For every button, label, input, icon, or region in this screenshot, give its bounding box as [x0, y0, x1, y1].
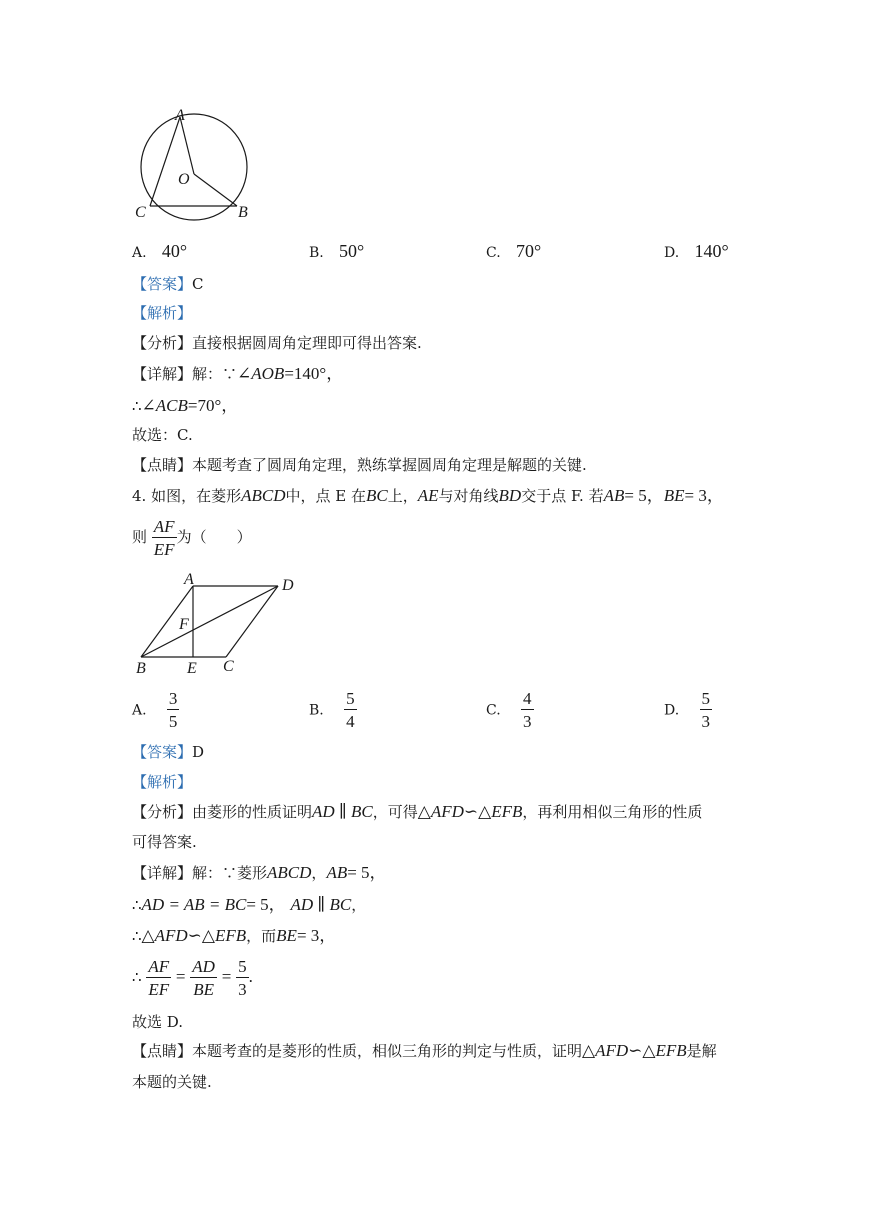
math: ∠AOB	[237, 364, 285, 383]
q3-answer	[132, 273, 204, 295]
q4-choose	[132, 1011, 183, 1033]
text: ，	[351, 896, 367, 914]
q4-xiangjie	[132, 862, 387, 884]
xiangjie-tag: 【详解】	[132, 864, 193, 882]
q4-fenxi	[132, 801, 702, 823]
text: 则	[132, 528, 148, 546]
q3-step2	[132, 395, 238, 417]
math: AD = AB = BC	[141, 895, 247, 914]
math: BC	[365, 486, 388, 505]
q3-fenxi	[132, 332, 422, 354]
q4-stem	[132, 485, 724, 507]
denominator: EF	[148, 980, 170, 999]
math: AD ∥ BC	[312, 802, 373, 821]
q3-option-b	[309, 241, 364, 262]
option-letter: A.	[132, 245, 147, 261]
choose-text: 故选 D.	[132, 1013, 184, 1031]
text: ，可得	[372, 803, 418, 821]
numerator: 5	[346, 689, 355, 708]
math: △AFD∽△EFB	[582, 1041, 687, 1060]
answer-tag: 【答案】	[132, 743, 193, 761]
option-letter: B.	[309, 245, 324, 261]
fraction	[152, 518, 177, 558]
fraction	[190, 958, 217, 998]
q4-option-c	[486, 690, 534, 730]
fraction	[146, 958, 171, 998]
math: ∠ACB	[141, 396, 188, 415]
therefore: ∴	[132, 968, 142, 986]
math: AD ∥ BC	[290, 895, 352, 914]
option-value: 40°	[161, 241, 188, 261]
option-letter: C.	[486, 245, 501, 261]
equals: =	[221, 967, 232, 986]
q3-option-a	[132, 241, 187, 262]
text: 由菱形的性质证明	[192, 803, 313, 821]
option-letter: B.	[309, 702, 324, 719]
q3-choose	[132, 424, 193, 446]
option-letter: D.	[664, 245, 680, 261]
option-letter: D.	[664, 702, 680, 719]
period: .	[248, 967, 253, 986]
math: AE	[417, 486, 439, 505]
circle-figure	[128, 104, 263, 224]
math: BD	[498, 486, 522, 505]
math: = 3，	[296, 926, 337, 945]
therefore: ∴	[132, 397, 142, 415]
label-O: O	[178, 171, 190, 188]
answer-value: C	[192, 275, 204, 293]
q3-xiangjie	[132, 363, 343, 385]
option-fraction	[167, 690, 180, 730]
text: ，而	[246, 927, 277, 945]
q3-dianjing	[132, 454, 587, 476]
option-letter: C.	[486, 702, 501, 719]
text: 为（ ）	[176, 528, 252, 546]
q4-option-b	[309, 690, 357, 730]
option-value: 140°	[694, 241, 729, 261]
denominator: 4	[346, 712, 355, 731]
label-A: A	[184, 571, 194, 588]
numerator: 5	[701, 689, 711, 708]
fenxi-text: 直接根据圆周角定理即可得出答案.	[192, 334, 422, 352]
q4-step4	[132, 958, 253, 998]
denominator: BE	[193, 980, 214, 999]
text: 本题的关键.	[132, 1073, 212, 1091]
q3-analysis-heading	[132, 302, 192, 324]
q4-dianjing	[132, 1040, 717, 1062]
xiangjie-tag: 【详解】	[132, 365, 193, 383]
denominator: 3	[238, 980, 247, 999]
equals: =	[175, 967, 186, 986]
label-B: B	[238, 204, 248, 221]
option-value: 70°	[515, 241, 542, 261]
numerator: AF	[148, 957, 170, 976]
text: 中，点 E 在	[285, 487, 366, 505]
label-E: E	[187, 660, 197, 677]
rhombus-figure	[130, 570, 310, 680]
text: 上，	[387, 487, 418, 505]
option-letter: A.	[132, 702, 147, 719]
label-C: C	[135, 204, 146, 221]
math: ABCD	[267, 863, 312, 882]
label-A: A	[175, 107, 185, 124]
text: 解：∵菱形	[192, 864, 268, 882]
text: 4. 如图，在菱形	[132, 487, 242, 505]
math: BE	[663, 486, 685, 505]
fenxi-tag: 【分析】	[132, 803, 193, 821]
dianjing-tag: 【点睛】	[132, 456, 193, 474]
therefore: ∴	[132, 927, 142, 945]
option-fraction	[521, 690, 534, 730]
q4-option-a	[132, 690, 179, 730]
dianjing-tag: 【点睛】	[132, 1042, 193, 1060]
denominator: 5	[168, 712, 178, 731]
q4-answer	[132, 741, 204, 763]
q4-step3	[132, 925, 336, 947]
q4-option-d	[664, 690, 712, 730]
math: △AFD∽△EFB	[417, 802, 523, 821]
text: 可得答案.	[132, 833, 197, 851]
q4-fenxi-2	[132, 831, 197, 853]
math: △AFD∽△EFB	[141, 926, 247, 945]
label-B: B	[136, 660, 146, 677]
analysis-tag: 【解析】	[132, 773, 193, 791]
answer-value: D	[192, 743, 205, 761]
answer-tag: 【答案】	[132, 275, 193, 293]
q4-analysis-heading	[132, 771, 192, 793]
numerator: 4	[523, 689, 532, 708]
text: 本题考查的是菱形的性质，相似三角形的判定与性质，证明	[192, 1042, 583, 1060]
label-D: D	[282, 577, 294, 594]
q3-option-d	[664, 241, 729, 262]
q3-option-c	[486, 241, 541, 262]
math: =70°，	[187, 396, 239, 415]
text: 交于点 F. 若	[521, 487, 604, 505]
fenxi-tag: 【分析】	[132, 334, 193, 352]
denominator: EF	[153, 540, 175, 559]
q4-step2	[132, 894, 366, 916]
text: 是解	[686, 1042, 717, 1060]
numerator: AD	[192, 957, 215, 976]
math: AB	[326, 863, 348, 882]
math: AB	[603, 486, 625, 505]
fraction	[236, 958, 249, 998]
text: ，再利用相似三角形的性质	[522, 803, 703, 821]
label-F: F	[179, 616, 189, 633]
q4-dianjing-2	[132, 1071, 212, 1093]
math: = 3，	[684, 486, 724, 505]
dianjing-text: 本题考查了圆周角定理，熟练掌握圆周角定理是解题的关键.	[192, 456, 587, 474]
option-fraction	[700, 690, 713, 730]
q4-stem-2	[132, 518, 252, 558]
math: ABCD	[241, 486, 286, 505]
math: = 5，	[347, 863, 387, 882]
numerator: 3	[168, 689, 178, 708]
math: BE	[276, 926, 297, 945]
option-value: 50°	[339, 241, 365, 261]
numerator: 5	[238, 957, 247, 976]
text: 与对角线	[438, 487, 499, 505]
math: = 5，	[246, 895, 286, 914]
therefore: ∴	[132, 896, 142, 914]
option-fraction	[344, 690, 357, 730]
math: =140°，	[284, 364, 344, 383]
numerator: AF	[153, 517, 175, 536]
analysis-tag: 【解析】	[132, 304, 193, 322]
label-C: C	[223, 658, 234, 675]
text: ，	[311, 864, 327, 882]
choose-text: 故选：C.	[132, 426, 193, 444]
math: = 5，	[624, 486, 664, 505]
text: 解：∵	[192, 365, 238, 383]
denominator: 3	[701, 712, 711, 731]
denominator: 3	[523, 712, 532, 731]
